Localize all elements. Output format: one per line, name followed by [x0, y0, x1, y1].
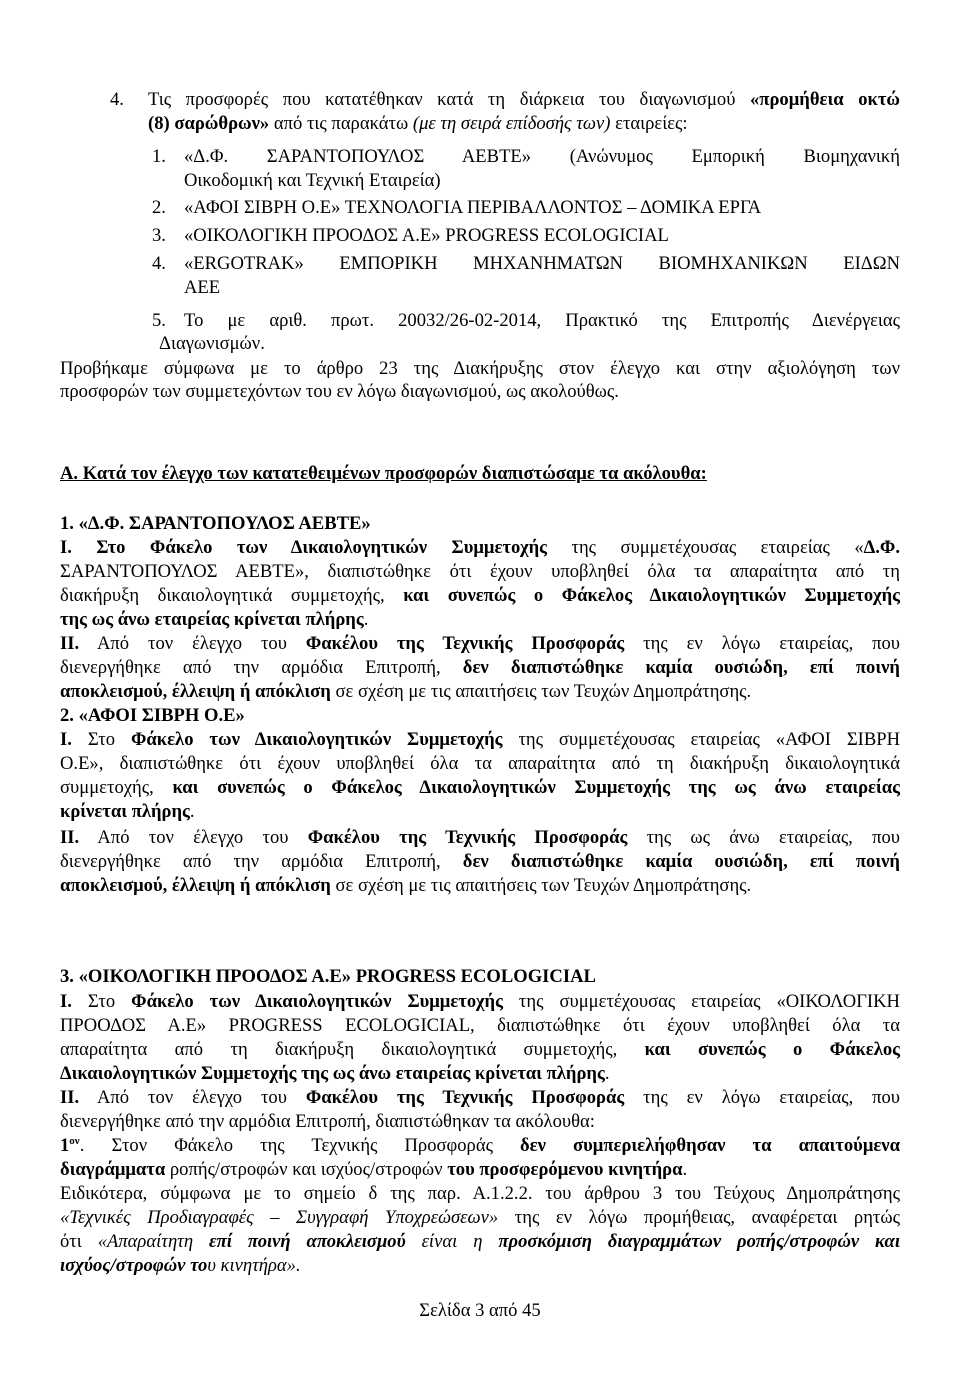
- c1-i-line-2: ΣΑΡΑΝΤΟΠΟΥΛΟΣ ΑΕΒΤΕ», διαπιστώθηκε ότι έχουν υποβληθεί όλα τα απαραίτητα από τη: [60, 561, 900, 582]
- c3-ii-line-2: διενεργήθηκε από την αρμόδια Επιτροπή, διαπιστώθηκαν τα ακόλουθα:: [60, 1111, 595, 1132]
- company-2-title: 2. «ΑΦΟΙ ΣΙΒΡΗ Ο.Ε»: [60, 705, 245, 726]
- c3-i-line-4: Δικαιολογητικών Συμμετοχής της ως άνω εταιρείας κρίνεται πλήρης.: [60, 1063, 610, 1084]
- c3-first-line-2: διαγράμματα ροπής/στροφών και ισχύος/στροφών του προσφερόμενου κινητήρα.: [60, 1159, 688, 1180]
- c2-i-line-1: Ι. Στο Φάκελο των Δικαιολογητικών Συμμετοχής της συμμετέχουσας εταιρείας «ΑΦΟΙ ΣΙΒΡΗ: [60, 729, 901, 750]
- c2-ii-line-2: διενεργήθηκε από την αρμόδια Επιτροπή, δεν διαπιστώθηκε καμία ουσιώδη, επί ποινή: [60, 851, 900, 872]
- proceed-line-1: Προβήκαμε σύμφωνα με το άρθρο 23 της Διακήρυξης στον έλεγχο και στην αξιολόγηση των: [60, 358, 900, 379]
- c2-i-line-2: Ο.Ε», διαπιστώθηκε ότι έχουν υποβληθεί όλα τα απαραίτητα από τη διακήρυξη δικαιολογητικά: [60, 753, 900, 774]
- item-5-line-1: Το με αριθ. πρωτ. 20032/26-02-2014, Πρακτικό της Επιτροπής Διενέργειας: [184, 310, 900, 331]
- intro-line-1: Τις προσφορές που κατατέθηκαν κατά τη διάρκεια του διαγωνισμού «προμήθεια οκτώ: [148, 89, 900, 110]
- company-4-line-2: ΑΕΕ: [184, 277, 221, 298]
- company-1-line-1: «Δ.Φ. ΣΑΡΑΝΤΟΠΟΥΛΟΣ ΑΕΒΤΕ» (Ανώνυμος Εμπορική Βιομηχανική: [184, 146, 900, 167]
- c3-ii-line-1: ΙΙ. Από τον έλεγχο του Φακέλου της Τεχνικής Προσφοράς της εν λόγω εταιρείας, που: [60, 1087, 901, 1108]
- c1-i-line-4: της ως άνω εταιρείας κρίνεται πλήρης.: [60, 609, 369, 630]
- c1-ii-line-3: αποκλεισμού, έλλειψη ή απόκλιση σε σχέση με τις απαιτήσεις των Τευχών Δημοπράτησης.: [60, 681, 752, 702]
- c1-i-line-3: διακήρυξη δικαιολογητικά συμμετοχής, και συνεπώς ο Φάκελος Δικαιολογητικών Συμμετοχής: [60, 585, 900, 606]
- c3-i-line-1: Ι. Στο Φάκελο των Δικαιολογητικών Συμμετοχής της συμμετέχουσας εταιρείας «ΟΙΚΟΛΟΓΙΚΗ: [60, 991, 900, 1012]
- c3-i-line-2: ΠΡΟΟΔΟΣ Α.Ε» PROGRESS ECOLOGICIAL, διαπιστώθηκε ότι έχουν υποβληθεί όλα τα: [60, 1015, 900, 1036]
- item-5-number: 5.: [152, 310, 166, 331]
- intro-line-2: (8) σαρώθρων» από τις παρακάτω (με τη σειρά επίδοσής των) εταιρείες:: [148, 113, 688, 134]
- proceed-line-2: προσφορών των συμμετεχόντων του εν λόγω διαγωνισμού, ως ακολούθως.: [60, 381, 619, 402]
- page-footer: Σελίδα 3 από 45: [419, 1300, 541, 1321]
- c2-i-line-4: κρίνεται πλήρης.: [60, 801, 195, 822]
- c3-spec-line-1: Ειδικότερα, σύμφωνα με το σημείο δ της παρ. Α.1.2.2. του άρθρου 3 του Τεύχους Δημοπράτησης: [60, 1183, 900, 1204]
- c1-ii-line-1: ΙΙ. Από τον έλεγχο του Φακέλου της Τεχνικής Προσφοράς της εν λόγω εταιρείας, που: [60, 633, 901, 654]
- c2-i-line-3: συμμετοχής, και συνεπώς ο Φάκελος Δικαιολογητικών Συμμετοχής της ως άνω εταιρείας: [60, 777, 900, 798]
- company-3-title: 3. «ΟΙΚΟΛΟΓΙΚΗ ΠΡΟΟΔΟΣ Α.Ε» PROGRESS ECOLOGICIAL: [60, 966, 596, 987]
- intro-number: 4.: [110, 89, 124, 110]
- section-a-heading: Α. Κατά τον έλεγχο των κατατεθειμένων προσφορών διαπιστώσαμε τα ακόλουθα:: [60, 463, 707, 484]
- company-1-title: 1. «Δ.Φ. ΣΑΡΑΝΤΟΠΟΥΛΟΣ ΑΕΒΤΕ»: [60, 513, 371, 534]
- company-3-number: 3.: [152, 225, 166, 246]
- company-2-line-1: «ΑΦΟΙ ΣΙΒΡΗ Ο.Ε» ΤΕΧΝΟΛΟΓΙΑ ΠΕΡΙΒΑΛΛΟΝΤΟΣ – ΔΟΜΙΚΑ ΕΡΓΑ: [184, 197, 762, 218]
- company-4-number: 4.: [152, 253, 166, 274]
- c2-ii-line-3: αποκλεισμού, έλλειψη ή απόκλιση σε σχέση με τις απαιτήσεις των Τευχών Δημοπράτησης.: [60, 875, 752, 896]
- c1-ii-line-2: διενεργήθηκε από την αρμόδια Επιτροπή, δεν διαπιστώθηκε καμία ουσιώδη, επί ποινή: [60, 657, 900, 678]
- c3-i-line-3: απαραίτητα από τη διακήρυξη δικαιολογητικά συμμετοχής, και συνεπώς ο Φάκελος: [60, 1039, 900, 1060]
- company-1-line-2: Οικοδομική και Τεχνική Εταιρεία): [184, 170, 441, 191]
- item-5-line-2: Διαγωνισμών.: [159, 333, 265, 354]
- c2-ii-line-1: ΙΙ. Από τον έλεγχο του Φακέλου της Τεχνικής Προσφοράς της ως άνω εταιρείας, που: [60, 827, 901, 848]
- company-2-number: 2.: [152, 197, 166, 218]
- c3-first-line-1: $1^{o\nu}$. Στον Φάκελο της Τεχνικής Προσφοράς δεν συμπεριελήφθησαν τα απαιτούμενα: [60, 1135, 900, 1156]
- c3-spec-line-3: ότι «Απαραίτητη επί ποινή αποκλεισμού είναι η προσκόμιση διαγραμμάτων ροπής/στροφών και: [60, 1231, 901, 1252]
- company-3-line-1: «ΟΙΚΟΛΟΓΙΚΗ ΠΡΟΟΔΟΣ Α.Ε» PROGRESS ECOLOGICIAL: [184, 225, 669, 246]
- c1-i-line-1: Ι. Στο Φάκελο των Δικαιολογητικών Συμμετοχής της συμμετέχουσας εταιρείας «Δ.Φ.: [60, 537, 900, 558]
- c3-spec-line-4: ισχύος/στροφών του κινητήρα».: [60, 1255, 301, 1276]
- company-4-line-1: «ERGOTRAK» ΕΜΠΟΡΙΚΗ ΜΗΧΑΝΗΜΑΤΩΝ ΒΙΟΜΗΧΑΝΙΚΩΝ ΕΙΔΩΝ: [184, 253, 900, 274]
- company-1-number: 1.: [152, 146, 166, 167]
- c3-spec-line-2: «Τεχνικές Προδιαγραφές – Συγγραφή Υποχρεώσεων» της εν λόγω προμήθειας, αναφέρεται ρητώς: [60, 1207, 901, 1228]
